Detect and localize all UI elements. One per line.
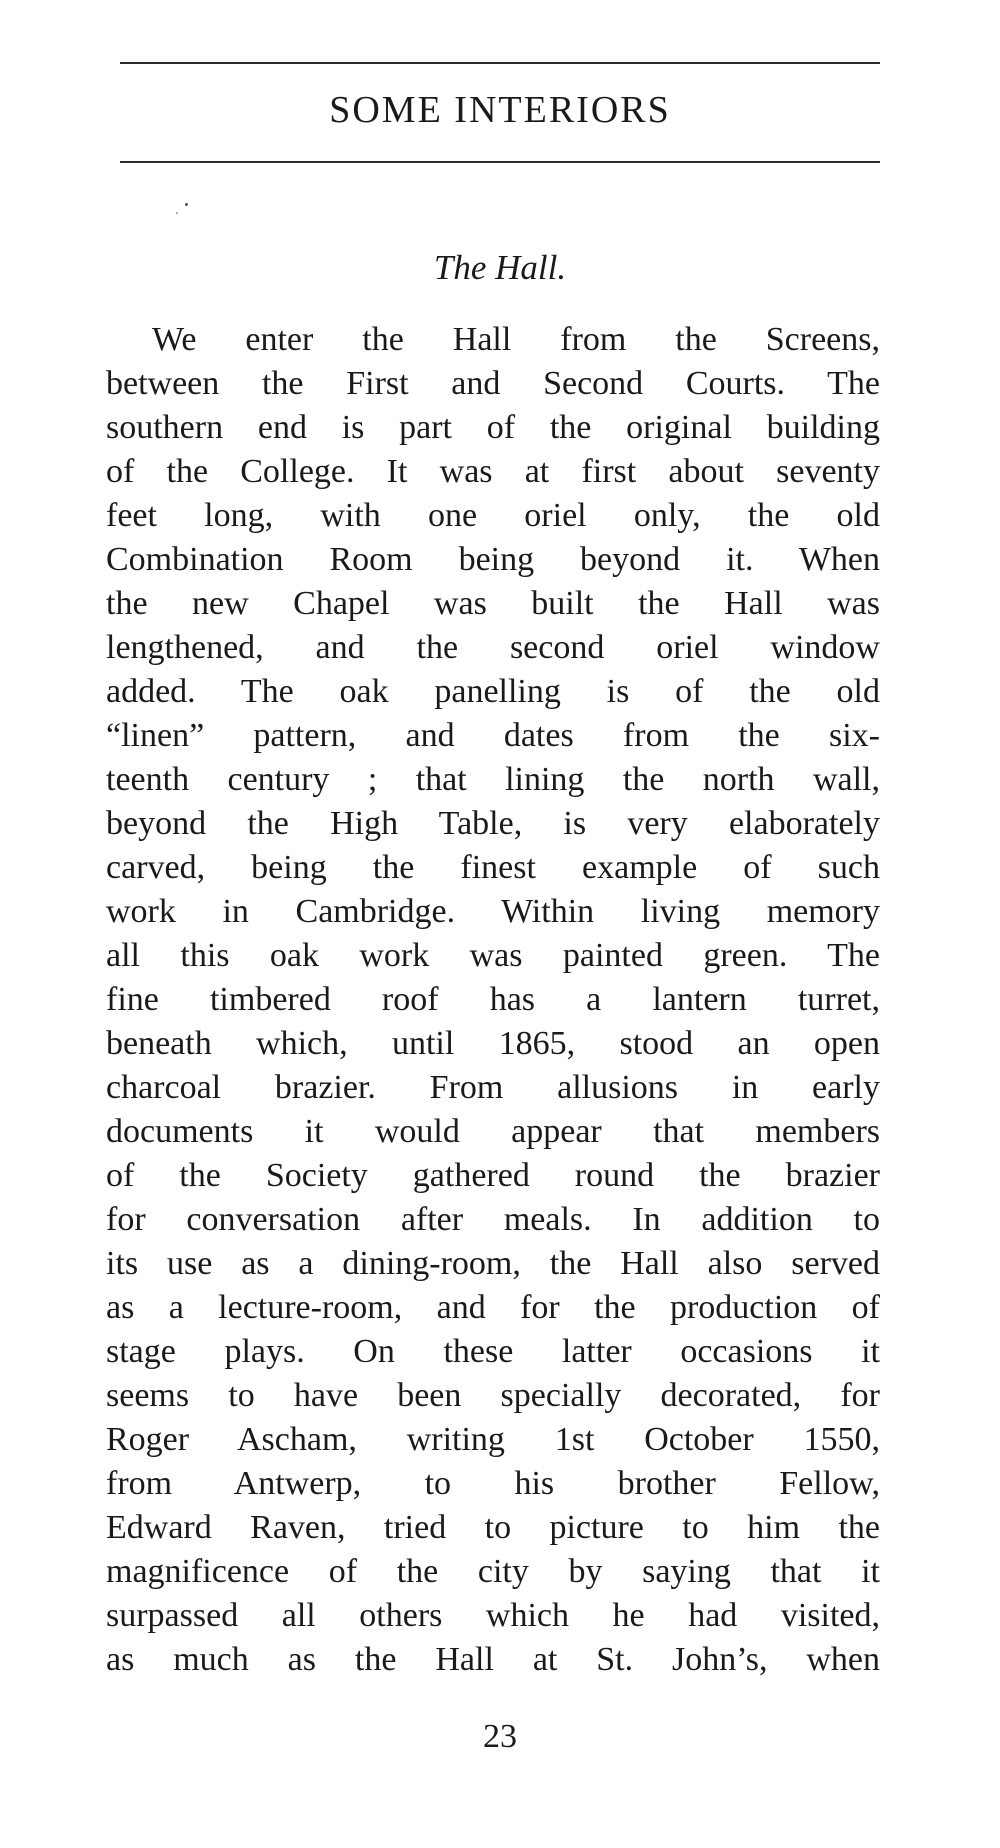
text-line: seems to have been specially decorated, for	[106, 1377, 880, 1414]
text-line: fine timbered roof has a lantern turret,	[106, 981, 880, 1018]
text-line: documents it would appear that members	[106, 1113, 880, 1150]
text-line: magnificence of the city by saying that it	[106, 1553, 880, 1590]
page-number: 23	[483, 1718, 517, 1755]
text-line: lengthened, and the second oriel window	[106, 629, 880, 666]
text-line: We enter the Hall from the Screens,	[152, 321, 880, 358]
text-line: the new Chapel was built the Hall was	[106, 585, 880, 622]
text-line: beyond the High Table, is very elaborately	[106, 805, 880, 842]
text-line: of the Society gathered round the brazier	[106, 1157, 880, 1194]
section-title: The Hall.	[433, 248, 567, 287]
text-line: work in Cambridge. Within living memory	[106, 893, 880, 930]
text-line: as a lecture-room, and for the production of	[106, 1289, 880, 1326]
text-line: Edward Raven, tried to picture to him the	[106, 1509, 880, 1546]
text-line: added. The oak panelling is of the old	[106, 673, 880, 710]
text-line: feet long, with one oriel only, the old	[106, 497, 880, 534]
text-line: southern end is part of the original building	[106, 409, 880, 446]
text-line: surpassed all others which he had visited,	[106, 1597, 880, 1634]
header-rule-bottom	[120, 161, 880, 163]
text-line: carved, being the finest example of such	[106, 849, 880, 886]
text-line: its use as a dining-room, the Hall also served	[106, 1245, 880, 1282]
text-line: teenth century ; that lining the north wall,	[106, 761, 880, 798]
ink-speck	[185, 203, 188, 206]
ink-speck	[176, 212, 178, 214]
text-line: from Antwerp, to his brother Fellow,	[106, 1465, 880, 1502]
body-paragraph	[106, 318, 880, 1682]
header-rule-top	[120, 62, 880, 64]
text-line: charcoal brazier. From allusions in early	[106, 1069, 880, 1106]
text-line: Roger Ascham, writing 1st October 1550,	[106, 1421, 880, 1458]
text-line: between the First and Second Courts. The	[106, 365, 880, 402]
text-line: “linen” pattern, and dates from the six-	[106, 717, 880, 754]
text-line: as much as the Hall at St. John’s, when	[106, 1641, 880, 1678]
running-head: SOME INTERIORS	[329, 89, 671, 131]
text-line: stage plays. On these latter occasions it	[106, 1333, 880, 1370]
text-line: of the College. It was at first about seventy	[106, 453, 880, 490]
text-line: beneath which, until 1865, stood an open	[106, 1025, 880, 1062]
text-line: all this oak work was painted green. The	[106, 937, 880, 974]
text-line: Combination Room being beyond it. When	[106, 541, 880, 578]
text-line: for conversation after meals. In addition to	[106, 1201, 880, 1238]
